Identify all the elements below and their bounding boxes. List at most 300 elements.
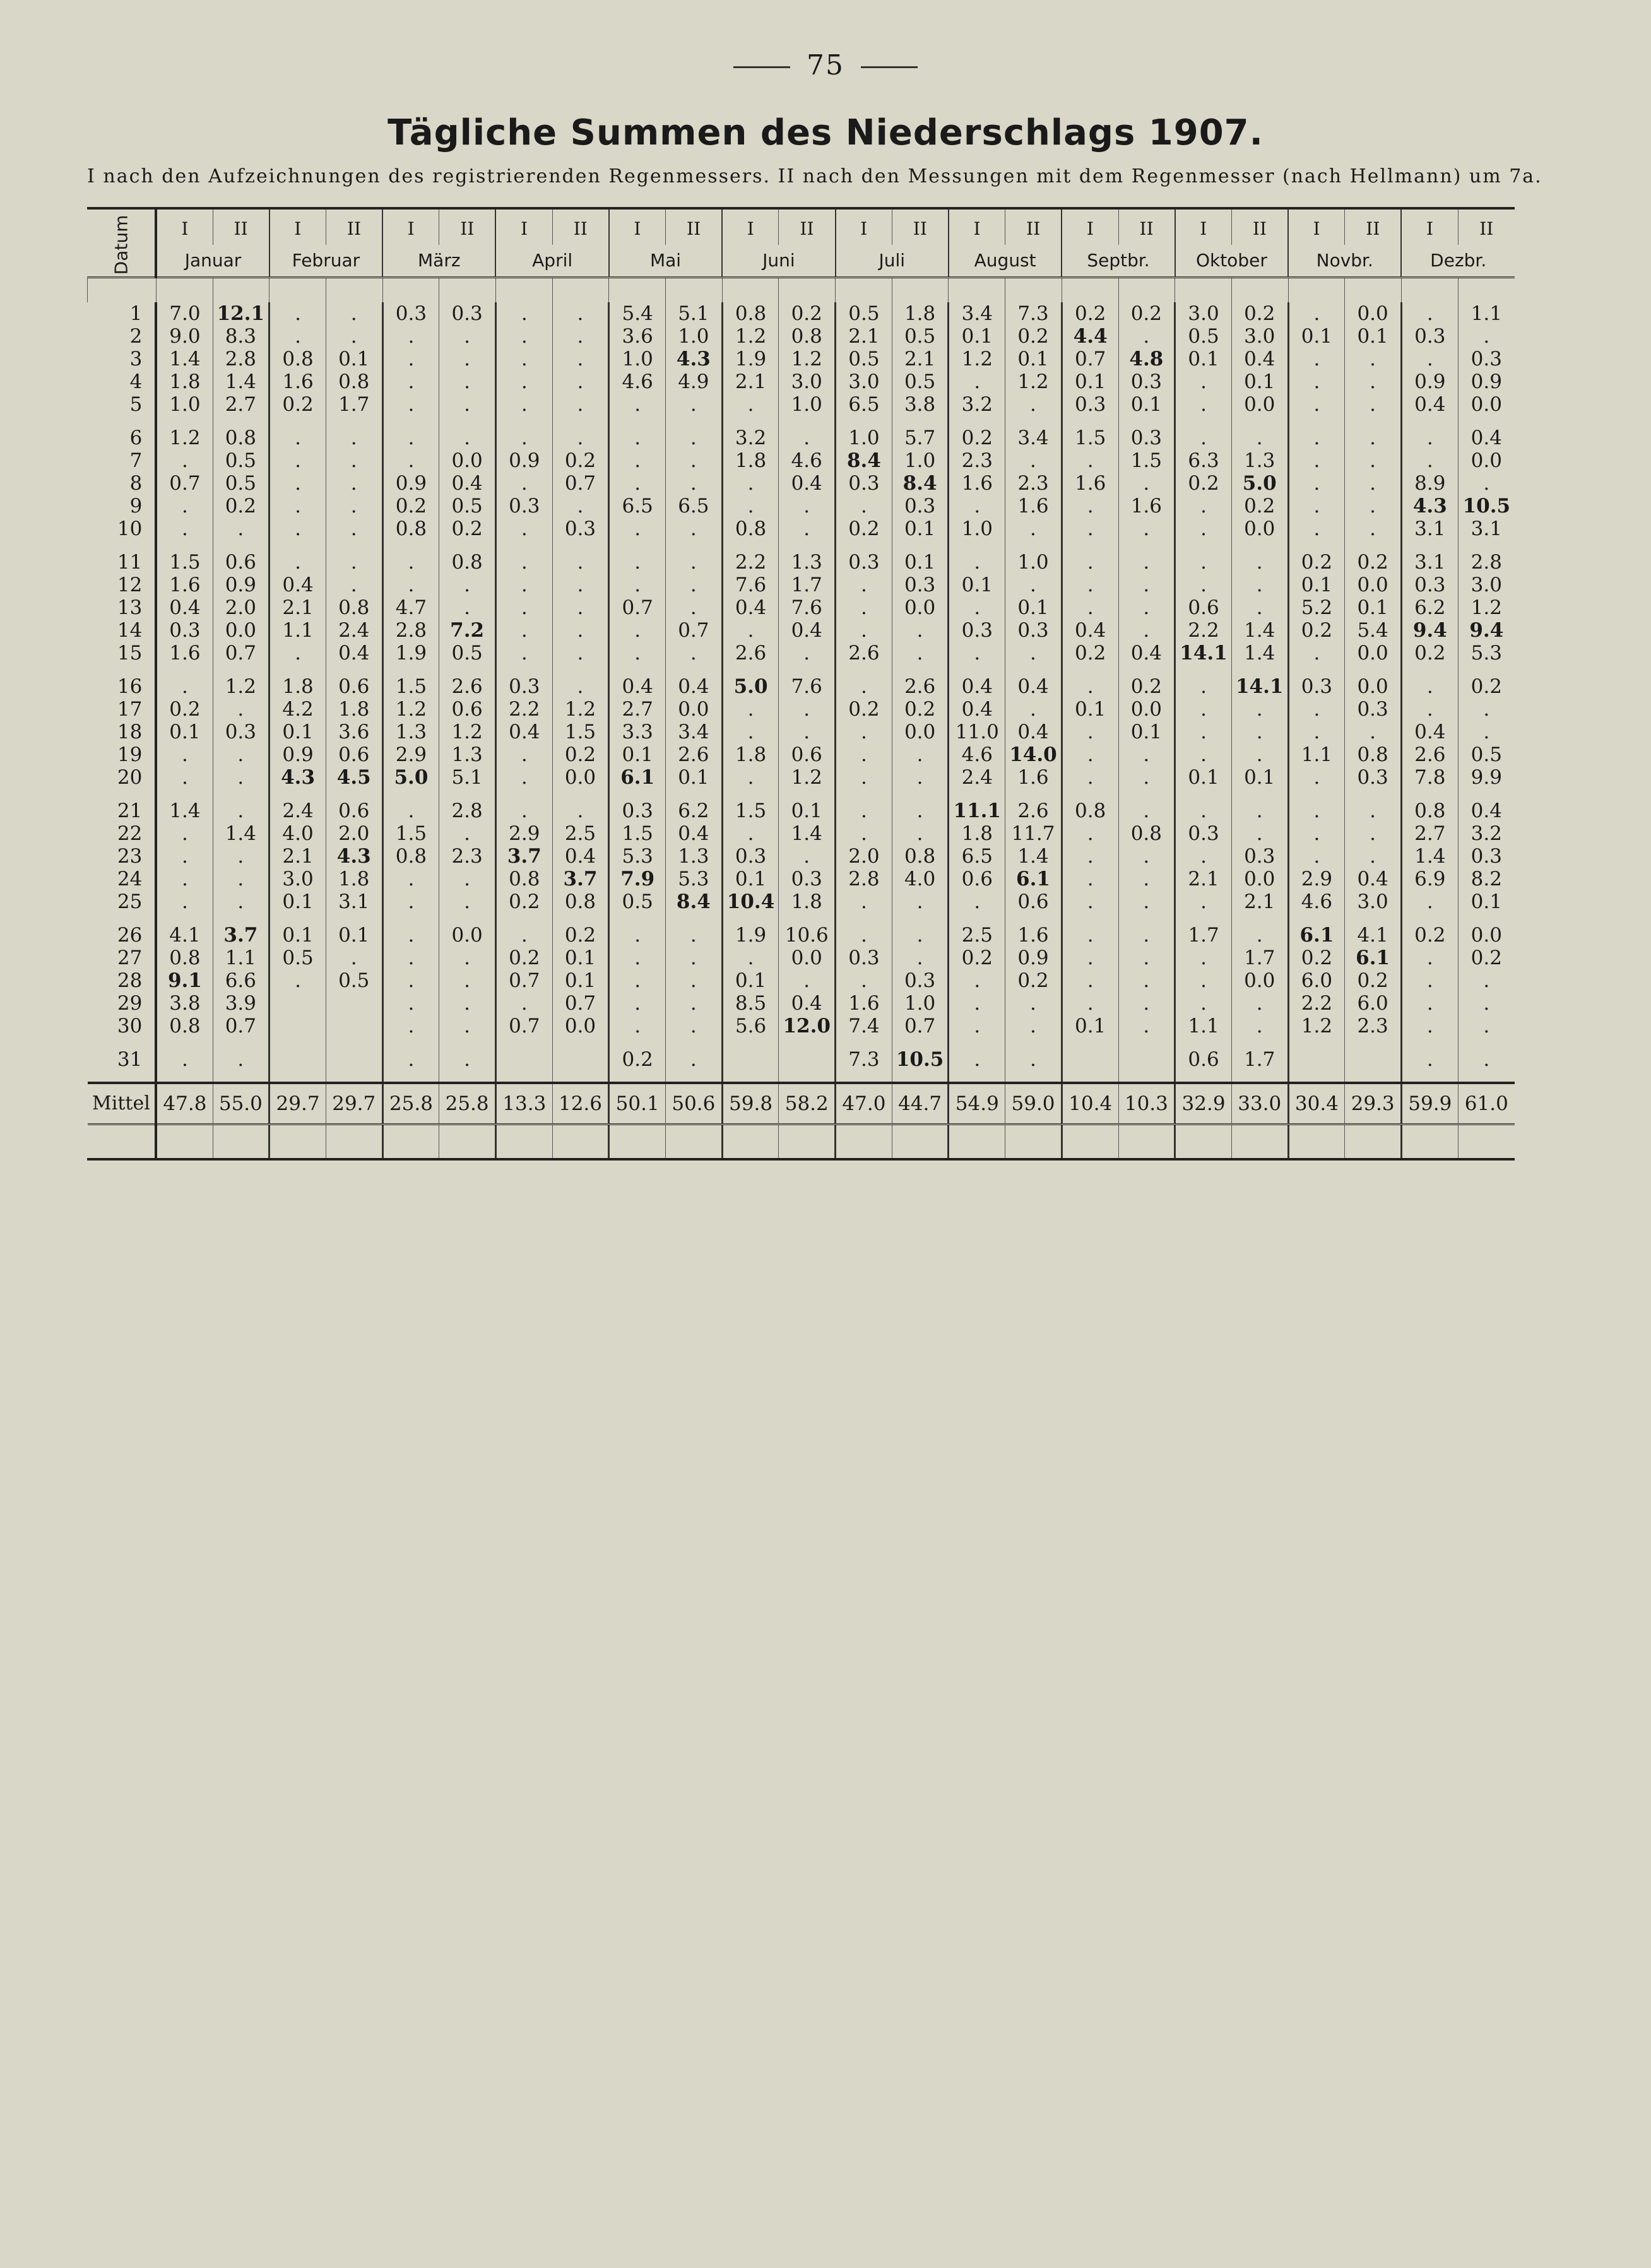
datum-header xyxy=(88,210,157,278)
day-cell: 23 xyxy=(88,845,157,868)
value-cell xyxy=(269,1048,326,1071)
value-cell: 0.2 xyxy=(1401,642,1458,664)
value-cell: 0.7 xyxy=(156,472,213,495)
value-cell: 0.3 xyxy=(382,302,439,325)
value-cell: . xyxy=(269,449,326,472)
table-row xyxy=(88,721,1515,743)
value-cell: 2.8 xyxy=(213,348,269,370)
value-cell: . xyxy=(1288,800,1345,822)
value-cell: 2.9 xyxy=(382,743,439,766)
month-header: Mai xyxy=(609,245,722,278)
value-cell: . xyxy=(213,517,269,540)
value-cell: 1.5 xyxy=(382,675,439,698)
value-cell: 1.6 xyxy=(156,574,213,596)
value-cell: . xyxy=(892,924,949,947)
value-cell: 0.8 xyxy=(722,517,779,540)
value-cell: 0.1 xyxy=(1231,370,1288,393)
value-cell: 0.7 xyxy=(609,596,666,619)
value-cell: 0.3 xyxy=(1005,619,1062,642)
value-cell: . xyxy=(1005,1048,1062,1071)
value-cell: . xyxy=(213,1048,269,1071)
instrument-header: II xyxy=(1118,210,1175,245)
value-cell: . xyxy=(1005,517,1062,540)
value-cell: . xyxy=(1175,800,1232,822)
value-cell: 12.1 xyxy=(213,302,269,325)
value-cell: 0.0 xyxy=(1345,642,1402,664)
value-cell: 0.4 xyxy=(1005,675,1062,698)
value-cell: 1.8 xyxy=(722,449,779,472)
value-cell: 1.1 xyxy=(213,947,269,969)
value-cell: 0.7 xyxy=(552,472,609,495)
value-cell: 1.2 xyxy=(1458,596,1515,619)
value-cell: 3.0 xyxy=(1458,574,1515,596)
value-cell: . xyxy=(1062,868,1118,890)
value-cell: 0.2 xyxy=(1231,302,1288,325)
value-cell: 7.8 xyxy=(1401,766,1458,789)
value-cell: 3.8 xyxy=(892,393,949,416)
value-cell: 2.3 xyxy=(949,449,1005,472)
value-cell: 0.2 xyxy=(1345,969,1402,992)
value-cell: . xyxy=(609,393,666,416)
value-cell: 0.9 xyxy=(1005,947,1062,969)
value-cell: . xyxy=(1062,969,1118,992)
value-cell: 2.3 xyxy=(1345,1015,1402,1037)
value-cell xyxy=(1118,1048,1175,1071)
value-cell: 10.5 xyxy=(1458,495,1515,517)
mittel-value: 13.3 xyxy=(495,1083,552,1125)
value-cell: 0.1 xyxy=(722,868,779,890)
value-cell: 0.2 xyxy=(1005,969,1062,992)
value-cell: 0.0 xyxy=(666,698,723,721)
value-cell: 1.5 xyxy=(1118,449,1175,472)
value-cell: 0.1 xyxy=(1005,596,1062,619)
left-rule xyxy=(733,66,790,68)
value-cell: 0.6 xyxy=(949,868,1005,890)
value-cell: 5.3 xyxy=(1458,642,1515,664)
value-cell: 0.6 xyxy=(1175,596,1232,619)
value-cell: 0.1 xyxy=(1288,574,1345,596)
value-cell: 3.1 xyxy=(1458,517,1515,540)
value-cell: . xyxy=(949,551,1005,574)
value-cell: . xyxy=(836,495,892,517)
value-cell: 0.3 xyxy=(892,574,949,596)
value-cell: 1.3 xyxy=(439,743,496,766)
value-cell: . xyxy=(1062,721,1118,743)
value-cell: 0.4 xyxy=(156,596,213,619)
value-cell: 0.3 xyxy=(552,517,609,540)
value-cell: . xyxy=(1231,924,1288,947)
value-cell xyxy=(269,992,326,1015)
value-cell: . xyxy=(1288,766,1345,789)
day-cell: 8 xyxy=(88,472,157,495)
mittel-value: 54.9 xyxy=(949,1083,1005,1125)
value-cell: . xyxy=(552,427,609,449)
value-cell: 7.3 xyxy=(1005,302,1062,325)
value-cell: . xyxy=(552,596,609,619)
value-cell: 4.6 xyxy=(1288,890,1345,913)
datum-label: Datum xyxy=(110,215,131,275)
value-cell: 0.5 xyxy=(836,302,892,325)
value-cell: . xyxy=(326,495,382,517)
value-cell: 0.2 xyxy=(495,890,552,913)
value-cell: . xyxy=(552,642,609,664)
value-cell: 6.1 xyxy=(609,766,666,789)
value-cell: . xyxy=(1401,890,1458,913)
value-cell: 0.8 xyxy=(1401,800,1458,822)
value-cell: . xyxy=(1175,574,1232,596)
value-cell: 1.8 xyxy=(949,822,1005,845)
instrument-header: II xyxy=(552,210,609,245)
value-cell: . xyxy=(892,619,949,642)
mittel-value: 25.8 xyxy=(439,1083,496,1125)
value-cell: 1.2 xyxy=(779,766,836,789)
value-cell: 2.9 xyxy=(495,822,552,845)
value-cell: 0.5 xyxy=(213,472,269,495)
value-cell: 0.3 xyxy=(1345,766,1402,789)
value-cell: 6.5 xyxy=(666,495,723,517)
value-cell: . xyxy=(1175,393,1232,416)
value-cell: . xyxy=(326,302,382,325)
value-cell: . xyxy=(666,449,723,472)
value-cell: 0.4 xyxy=(949,675,1005,698)
value-cell: . xyxy=(609,969,666,992)
value-cell: . xyxy=(722,721,779,743)
value-cell: . xyxy=(1288,302,1345,325)
value-cell: . xyxy=(836,574,892,596)
value-cell: . xyxy=(1401,1048,1458,1071)
value-cell: . xyxy=(1458,472,1515,495)
value-cell: . xyxy=(382,348,439,370)
value-cell: . xyxy=(156,517,213,540)
value-cell: 0.5 xyxy=(1175,325,1232,348)
value-cell: . xyxy=(1062,596,1118,619)
value-cell: 1.6 xyxy=(1118,495,1175,517)
right-rule xyxy=(861,66,918,68)
value-cell: . xyxy=(552,302,609,325)
table-row xyxy=(88,325,1515,348)
instrument-header: II xyxy=(1005,210,1062,245)
value-cell: 1.4 xyxy=(1401,845,1458,868)
header-row-months xyxy=(88,245,1515,278)
value-cell: 7.6 xyxy=(722,574,779,596)
group-gap xyxy=(88,664,1515,675)
value-cell: . xyxy=(156,1048,213,1071)
value-cell: 0.4 xyxy=(1231,348,1288,370)
value-cell: 7.6 xyxy=(779,596,836,619)
value-cell: . xyxy=(949,642,1005,664)
value-cell: 10.5 xyxy=(892,1048,949,1071)
value-cell: 1.0 xyxy=(609,348,666,370)
day-cell: 26 xyxy=(88,924,157,947)
mittel-value: 30.4 xyxy=(1288,1083,1345,1125)
value-cell: . xyxy=(382,800,439,822)
value-cell: 1.3 xyxy=(382,721,439,743)
value-cell: 0.0 xyxy=(1345,574,1402,596)
value-cell: 0.1 xyxy=(666,766,723,789)
value-cell: . xyxy=(666,551,723,574)
value-cell: . xyxy=(1062,495,1118,517)
value-cell: 1.9 xyxy=(722,348,779,370)
day-cell: 6 xyxy=(88,427,157,449)
value-cell: . xyxy=(269,642,326,664)
value-cell: . xyxy=(382,890,439,913)
value-cell: 0.6 xyxy=(1175,1048,1232,1071)
value-cell: . xyxy=(1458,1048,1515,1071)
value-cell: . xyxy=(495,574,552,596)
value-cell: 5.0 xyxy=(382,766,439,789)
value-cell: . xyxy=(1231,800,1288,822)
value-cell: . xyxy=(1175,551,1232,574)
value-cell: 5.3 xyxy=(666,868,723,890)
value-cell: 6.5 xyxy=(609,495,666,517)
value-cell: 5.1 xyxy=(666,302,723,325)
day-cell: 25 xyxy=(88,890,157,913)
value-cell: 1.6 xyxy=(1005,495,1062,517)
group-gap xyxy=(88,913,1515,924)
value-cell: . xyxy=(722,766,779,789)
value-cell: . xyxy=(552,348,609,370)
value-cell: . xyxy=(1288,495,1345,517)
month-header: April xyxy=(495,245,608,278)
value-cell: . xyxy=(609,642,666,664)
month-header: Septbr. xyxy=(1062,245,1175,278)
value-cell: 0.9 xyxy=(269,743,326,766)
value-cell: . xyxy=(1345,800,1402,822)
mittel-value: 29.3 xyxy=(1345,1083,1402,1125)
table-row xyxy=(88,348,1515,370)
table-row xyxy=(88,370,1515,393)
value-cell: . xyxy=(1288,517,1345,540)
value-cell: . xyxy=(1231,574,1288,596)
value-cell: . xyxy=(269,472,326,495)
value-cell: . xyxy=(269,551,326,574)
value-cell: . xyxy=(213,800,269,822)
value-cell: 0.3 xyxy=(892,969,949,992)
value-cell: 0.1 xyxy=(1175,766,1232,789)
value-cell: . xyxy=(1062,766,1118,789)
value-cell: 0.3 xyxy=(1175,822,1232,845)
value-cell: . xyxy=(722,822,779,845)
value-cell: 0.1 xyxy=(722,969,779,992)
month-header: März xyxy=(382,245,495,278)
value-cell: 0.9 xyxy=(1458,370,1515,393)
value-cell: . xyxy=(1401,427,1458,449)
value-cell: 1.0 xyxy=(949,517,1005,540)
value-cell: 0.4 xyxy=(1401,721,1458,743)
value-cell: . xyxy=(1062,822,1118,845)
instrument-header: I xyxy=(949,210,1005,245)
value-cell: . xyxy=(382,969,439,992)
value-cell: . xyxy=(439,393,496,416)
value-cell: . xyxy=(1118,551,1175,574)
value-cell: . xyxy=(495,766,552,789)
day-cell: 24 xyxy=(88,868,157,890)
value-cell: . xyxy=(552,800,609,822)
value-cell: 0.3 xyxy=(836,947,892,969)
value-cell: . xyxy=(1175,721,1232,743)
value-cell: . xyxy=(326,427,382,449)
value-cell xyxy=(495,1048,552,1071)
value-cell: 0.2 xyxy=(779,302,836,325)
value-cell: . xyxy=(495,619,552,642)
value-cell: . xyxy=(439,969,496,992)
instrument-header: II xyxy=(779,210,836,245)
value-cell: . xyxy=(1005,393,1062,416)
value-cell: . xyxy=(326,947,382,969)
mittel-value: 10.3 xyxy=(1118,1083,1175,1125)
value-cell: 1.8 xyxy=(892,302,949,325)
value-cell: 6.1 xyxy=(1345,947,1402,969)
value-cell: . xyxy=(269,495,326,517)
value-cell: 1.7 xyxy=(779,574,836,596)
value-cell: . xyxy=(1118,619,1175,642)
table-row xyxy=(88,427,1515,449)
table-row xyxy=(88,642,1515,664)
value-cell: . xyxy=(382,1048,439,1071)
value-cell: . xyxy=(495,472,552,495)
value-cell: . xyxy=(609,427,666,449)
value-cell: 1.0 xyxy=(836,427,892,449)
value-cell: 2.1 xyxy=(269,845,326,868)
value-cell: 0.0 xyxy=(552,766,609,789)
value-cell: 0.8 xyxy=(779,325,836,348)
value-cell: 6.0 xyxy=(1345,992,1402,1015)
value-cell: 0.2 xyxy=(1345,551,1402,574)
value-cell: 0.9 xyxy=(495,449,552,472)
value-cell: 8.9 xyxy=(1401,472,1458,495)
value-cell: . xyxy=(495,924,552,947)
day-cell: 2 xyxy=(88,325,157,348)
value-cell: . xyxy=(836,766,892,789)
value-cell: 3.7 xyxy=(495,845,552,868)
value-cell: 1.6 xyxy=(156,642,213,664)
instrument-header: I xyxy=(722,210,779,245)
footer-spacer xyxy=(88,1125,1515,1159)
value-cell: 0.4 xyxy=(666,822,723,845)
value-cell: 3.8 xyxy=(156,992,213,1015)
value-cell: 1.2 xyxy=(439,721,496,743)
day-cell: 21 xyxy=(88,800,157,822)
value-cell: 0.5 xyxy=(1458,743,1515,766)
value-cell: 0.5 xyxy=(326,969,382,992)
value-cell: 10.6 xyxy=(779,924,836,947)
value-cell: . xyxy=(779,969,836,992)
value-cell: 0.0 xyxy=(1231,517,1288,540)
value-cell: 0.2 xyxy=(1005,325,1062,348)
value-cell xyxy=(326,992,382,1015)
instrument-header: I xyxy=(1401,210,1458,245)
value-cell xyxy=(1062,1048,1118,1071)
value-cell: 0.4 xyxy=(1062,619,1118,642)
page-title: Tägliche Summen des Niederschlags 1907. xyxy=(388,112,1263,153)
value-cell: 0.8 xyxy=(439,551,496,574)
day-cell: 15 xyxy=(88,642,157,664)
value-cell: 3.1 xyxy=(326,890,382,913)
instrument-header: I xyxy=(1062,210,1118,245)
value-cell: 2.5 xyxy=(949,924,1005,947)
value-cell: 8.4 xyxy=(666,890,723,913)
value-cell: 0.3 xyxy=(1118,427,1175,449)
value-cell: 0.0 xyxy=(439,924,496,947)
value-cell: 0.4 xyxy=(666,675,723,698)
value-cell: . xyxy=(949,969,1005,992)
value-cell: 0.8 xyxy=(269,348,326,370)
value-cell: . xyxy=(1345,427,1402,449)
day-cell: 29 xyxy=(88,992,157,1015)
mittel-value: 55.0 xyxy=(213,1083,269,1125)
value-cell: 0.1 xyxy=(779,800,836,822)
value-cell: 1.0 xyxy=(779,393,836,416)
value-cell: 2.6 xyxy=(439,675,496,698)
value-cell: 0.3 xyxy=(722,845,779,868)
value-cell: 1.0 xyxy=(156,393,213,416)
group-gap xyxy=(88,789,1515,800)
value-cell: 0.0 xyxy=(552,1015,609,1037)
value-cell: 1.4 xyxy=(779,822,836,845)
value-cell: 0.0 xyxy=(1345,675,1402,698)
value-cell: 0.0 xyxy=(1231,868,1288,890)
value-cell: 0.7 xyxy=(495,1015,552,1037)
value-cell: 1.4 xyxy=(213,822,269,845)
value-cell: 0.0 xyxy=(1231,393,1288,416)
value-cell: . xyxy=(949,495,1005,517)
value-cell: . xyxy=(609,924,666,947)
value-cell: . xyxy=(552,675,609,698)
mittel-value: 61.0 xyxy=(1458,1083,1515,1125)
value-cell: . xyxy=(1288,822,1345,845)
instrument-header: I xyxy=(269,210,326,245)
value-cell: . xyxy=(156,868,213,890)
value-cell: . xyxy=(666,1048,723,1071)
value-cell: 4.9 xyxy=(666,370,723,393)
value-cell: 3.4 xyxy=(1005,427,1062,449)
value-cell: 2.1 xyxy=(722,370,779,393)
value-cell: . xyxy=(213,845,269,868)
value-cell: 0.6 xyxy=(326,800,382,822)
value-cell: 1.9 xyxy=(382,642,439,664)
value-cell: . xyxy=(949,1015,1005,1037)
value-cell: 1.6 xyxy=(836,992,892,1015)
value-cell: . xyxy=(213,868,269,890)
value-cell: . xyxy=(1288,370,1345,393)
value-cell: . xyxy=(1118,472,1175,495)
value-cell: . xyxy=(213,766,269,789)
table-row xyxy=(88,868,1515,890)
value-cell: . xyxy=(779,517,836,540)
value-cell: 0.4 xyxy=(1458,800,1515,822)
value-cell: 4.3 xyxy=(1401,495,1458,517)
mittel-value: 29.7 xyxy=(269,1083,326,1125)
month-header: Juli xyxy=(836,245,949,278)
value-cell: . xyxy=(1062,924,1118,947)
value-cell: 0.4 xyxy=(1118,642,1175,664)
value-cell: 7.9 xyxy=(609,868,666,890)
value-cell: 4.7 xyxy=(382,596,439,619)
value-cell: . xyxy=(1231,1015,1288,1037)
value-cell: . xyxy=(495,348,552,370)
value-cell: . xyxy=(666,947,723,969)
value-cell: 0.3 xyxy=(1062,393,1118,416)
value-cell: 5.0 xyxy=(1231,472,1288,495)
value-cell: . xyxy=(836,890,892,913)
value-cell: . xyxy=(1345,472,1402,495)
value-cell: 1.4 xyxy=(1231,642,1288,664)
value-cell: . xyxy=(609,574,666,596)
value-cell: 4.1 xyxy=(156,924,213,947)
value-cell: 4.3 xyxy=(326,845,382,868)
value-cell: 8.4 xyxy=(836,449,892,472)
value-cell: . xyxy=(552,551,609,574)
